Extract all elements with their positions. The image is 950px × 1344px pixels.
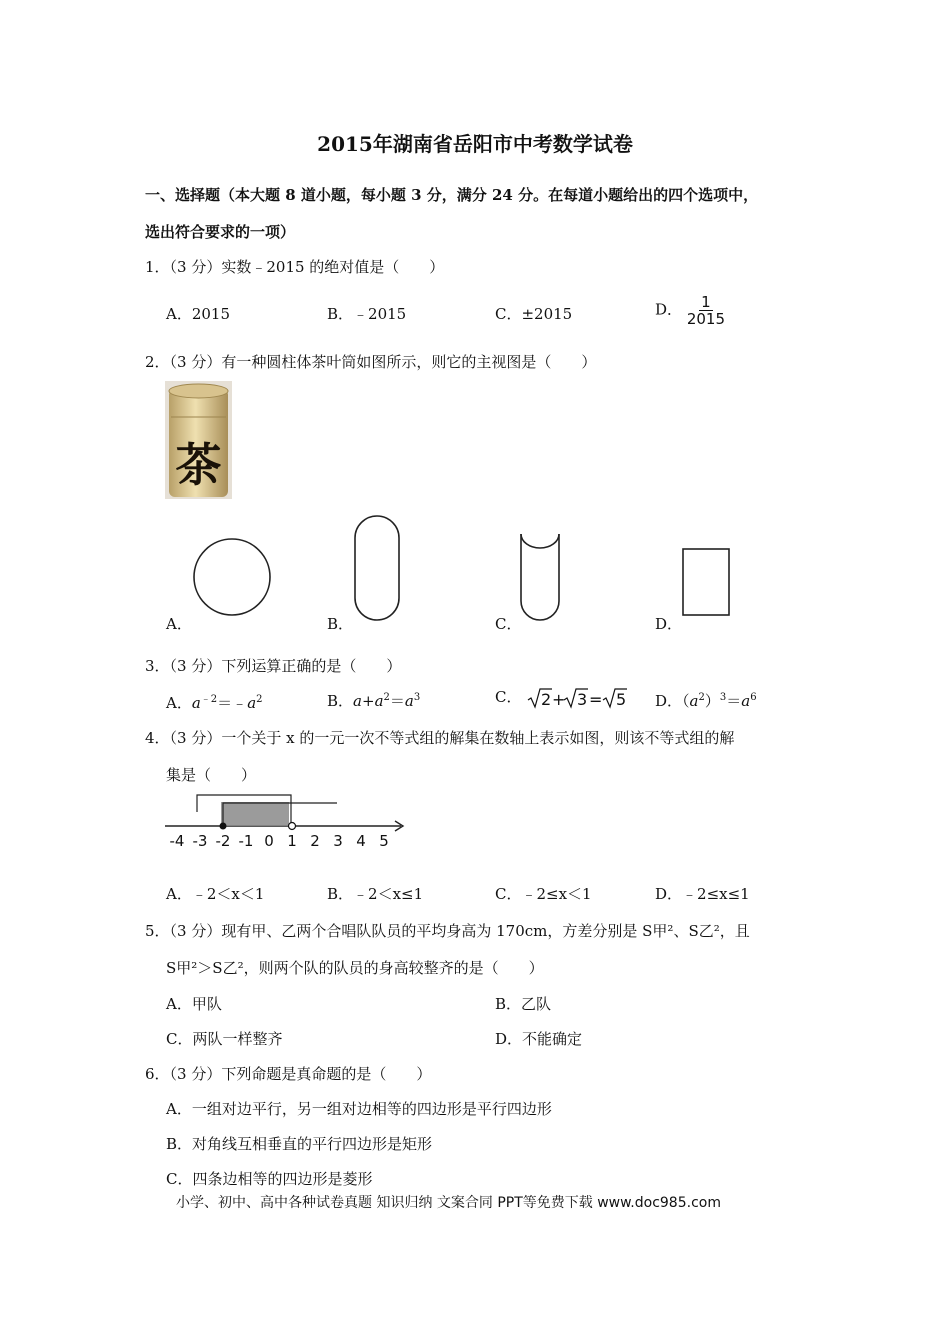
footer-watermark: 小学、初中、高中各种试卷真题 知识归纳 文案合同 PPT等免费下载 www.doc985.com [176, 1195, 721, 1211]
q3-option-d: D．$(a^2)^3=a^6$ [655, 692, 757, 710]
q1-option-d [655, 294, 725, 327]
number-line-tick-label: -1 [238, 832, 254, 850]
number-line-tick-label: -3 [192, 832, 208, 850]
q3-option-b: B．$a+a^2=a^3$ [327, 692, 421, 710]
q5-stem-line2: S甲²＞S乙²，则两个队的队员的身高较整齐的是（ ） [166, 959, 544, 977]
q6-option-a: A．一组对边平行，另一组对边相等的四边形是平行四边形 [166, 1100, 552, 1118]
number-line-tick-label: 1 [287, 832, 297, 850]
fraction-denominator: 2015 [686, 310, 725, 328]
number-line-tick-label: 2 [310, 832, 320, 850]
q6-option-c: C．四条边相等的四边形是菱形 [166, 1170, 373, 1188]
q3-option-c-label: C． [495, 688, 522, 706]
q4-option-d: D．﹣2≤x≤1 [655, 885, 750, 903]
page-title: 2015年湖南省岳阳市中考数学试卷 [317, 132, 633, 156]
section-header-line1: 一、选择题（本大题 8 道小题，每小题 3 分，满分 24 分。在每道小题给出的四个选项中， [145, 186, 759, 204]
tea-character: 茶 [175, 438, 222, 492]
q6-option-b: B．对角线互相垂直的平行四边形是矩形 [166, 1135, 433, 1153]
number-line-tick-label: -4 [169, 832, 185, 850]
number-line-tick-label: 0 [264, 832, 274, 850]
q1-stem: 1．（3 分）实数﹣2015 的绝对值是（ ） [145, 258, 445, 276]
q5-option-a: A．甲队 [166, 995, 222, 1013]
q2-option-c: C． [495, 615, 522, 633]
option-d-rectangle-shape [681, 547, 733, 619]
q2-option-b: B． [327, 615, 354, 633]
q3-option-d-label: D． [655, 692, 683, 710]
q5-option-c: C．两队一样整齐 [166, 1030, 283, 1048]
svg-text:=: = [589, 690, 603, 709]
q4-stem-line2: 集是（ ） [166, 766, 257, 784]
q6-stem: 6．（3 分）下列命题是真命题的是（ ） [145, 1065, 432, 1083]
svg-text:+: + [552, 690, 566, 709]
option-b-capsule-shape [350, 512, 406, 624]
q1-option-a: A．2015 [166, 305, 231, 323]
radical-expression [526, 686, 654, 710]
option-c-u-shape [516, 531, 564, 625]
q1-option-c: C．±2015 [495, 305, 573, 323]
q2-option-a: A． [166, 615, 192, 633]
q2-option-d: D． [655, 615, 683, 633]
q1-option-b: B．﹣2015 [327, 305, 407, 323]
option-a-circle-shape [190, 535, 274, 619]
fraction [687, 294, 725, 327]
q5-stem-line1: 5．（3 分）现有甲、乙两个合唱队队员的平均身高为 170cm，方差分别是 S甲²、S乙²，且 [145, 922, 750, 940]
q3-option-b-label: B． [327, 692, 354, 710]
q3-option-a-label: A． [166, 694, 192, 712]
tea-can-image [165, 381, 232, 499]
q4-option-c: C．﹣2≤x＜1 [495, 885, 592, 903]
number-line-figure [163, 788, 409, 852]
number-line-tick-label: 4 [356, 832, 366, 850]
q3-stem: 3．（3 分）下列运算正确的是（ ） [145, 657, 402, 675]
q4-option-b: B．﹣2＜x≤1 [327, 885, 424, 903]
fraction-numerator: 1 [701, 293, 711, 311]
q5-option-b: B．乙队 [495, 995, 552, 1013]
q4-stem-line1: 4．（3 分）一个关于 x 的一元一次不等式组的解集在数轴上表示如图，则该不等式组的解 [145, 729, 735, 747]
q5-option-d: D．不能确定 [495, 1030, 583, 1048]
svg-text:2: 2 [541, 690, 552, 709]
svg-text:5: 5 [616, 690, 627, 709]
number-line-tick-label: 3 [333, 832, 343, 850]
q2-stem: 2．（3 分）有一种圆柱体茶叶筒如图所示，则它的主视图是（ ） [145, 353, 597, 371]
number-line-tick-label: -2 [215, 832, 231, 850]
section-header-line2: 选出符合要求的一项） [145, 223, 296, 241]
number-line-tick-label: 5 [379, 832, 389, 850]
q4-option-a: A．﹣2＜x＜1 [166, 885, 265, 903]
svg-text:3: 3 [577, 690, 588, 709]
q3-option-c [495, 686, 654, 710]
q1-option-d-prefix: D． [655, 300, 683, 319]
q3-option-a: A．$a^{﹣2}=﹣a^2$ [166, 694, 263, 712]
